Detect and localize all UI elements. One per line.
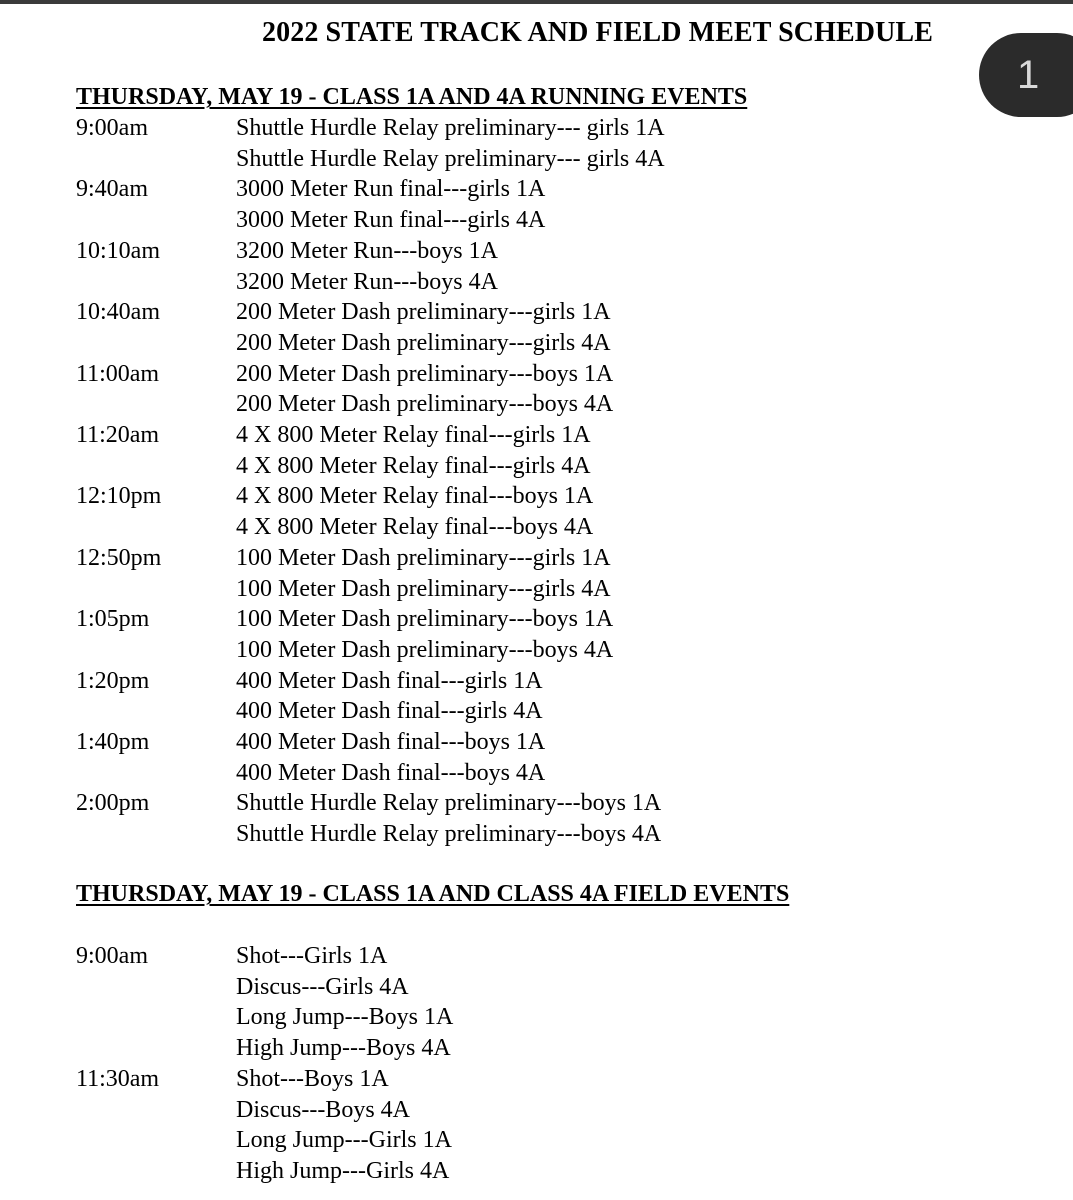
time-slot [76, 543, 665, 604]
event-item: 200 Meter Dash preliminary---girls 4A [236, 329, 611, 356]
slot-events [236, 420, 665, 481]
event-item: Long Jump---Boys 1A [236, 1004, 454, 1031]
top-border-line [0, 0, 1073, 4]
event-item: Shuttle Hurdle Relay preliminary--- girls 1A [236, 115, 665, 141]
page-number-badge [979, 33, 1073, 117]
event-item: 3000 Meter Run final---girls 1A [236, 176, 546, 203]
event-item: 4 X 800 Meter Relay final---boys 1A [236, 483, 594, 510]
field-events-schedule [76, 941, 453, 1187]
event-item: Discus---Girls 4A [236, 973, 409, 1000]
time-slot [76, 113, 665, 174]
field-events-heading: THURSDAY, MAY 19 - CLASS 1A AND CLASS 4A FIELD EVENTS [76, 881, 790, 907]
time-slot [76, 481, 665, 542]
slot-events [236, 359, 665, 420]
time-slot [76, 1064, 453, 1187]
slot-time: 9:00am [76, 943, 148, 969]
event-item: 400 Meter Dash final---girls 1A [236, 667, 543, 694]
slot-time: 1:05pm [76, 606, 150, 633]
event-item: 3000 Meter Run final---girls 4A [236, 207, 546, 234]
event-item: Long Jump---Girls 1A [236, 1127, 452, 1154]
time-slot [76, 788, 665, 849]
event-item: 400 Meter Dash final---girls 4A [236, 698, 543, 725]
slot-time: 2:00pm [76, 790, 150, 817]
slot-events [236, 604, 665, 665]
slot-events [236, 174, 665, 235]
slot-events [236, 297, 665, 358]
event-item: 200 Meter Dash preliminary---boys 4A [236, 391, 614, 418]
slot-time: 12:50pm [76, 544, 162, 571]
slot-events [236, 788, 665, 849]
slot-time: 12:10pm [76, 483, 162, 510]
time-slot [76, 297, 665, 358]
slot-time: 9:00am [76, 115, 148, 141]
event-item: 100 Meter Dash preliminary---boys 1A [236, 606, 614, 633]
running-events-schedule [76, 113, 665, 850]
slot-time: 11:00am [76, 360, 160, 387]
slot-events [236, 666, 665, 727]
event-item: Shot---Boys 1A [236, 1065, 389, 1092]
event-item: 100 Meter Dash preliminary---girls 4A [236, 575, 611, 602]
slot-events [236, 543, 665, 604]
event-item: Shot---Girls 1A [236, 943, 388, 969]
event-item: 100 Meter Dash preliminary---boys 4A [236, 636, 614, 663]
time-slot [76, 941, 453, 1064]
event-item: 4 X 800 Meter Relay final---boys 4A [236, 514, 594, 541]
time-slot [76, 666, 665, 727]
event-item: 200 Meter Dash preliminary---boys 1A [236, 360, 614, 387]
slot-time: 10:10am [76, 237, 160, 264]
slot-time: 11:30am [76, 1065, 160, 1092]
slot-events [236, 113, 665, 174]
event-item: 200 Meter Dash preliminary---girls 1A [236, 299, 611, 326]
slot-time: 10:40am [76, 299, 160, 326]
slot-time: 11:20am [76, 422, 160, 449]
event-item: 400 Meter Dash final---boys 4A [236, 759, 546, 786]
event-item: 3200 Meter Run---boys 1A [236, 237, 498, 264]
time-slot [76, 727, 665, 788]
slot-time: 1:20pm [76, 667, 150, 694]
running-events-heading: THURSDAY, MAY 19 - CLASS 1A AND 4A RUNNING EVENTS [76, 84, 748, 110]
event-item: 4 X 800 Meter Relay final---girls 4A [236, 452, 591, 479]
time-slot [76, 420, 665, 481]
document-title: 2022 STATE TRACK AND FIELD MEET SCHEDULE [262, 17, 933, 48]
event-item: High Jump---Boys 4A [236, 1035, 451, 1062]
slot-events [236, 941, 453, 1064]
slot-events [236, 481, 665, 542]
time-slot [76, 236, 665, 297]
slot-events [236, 236, 665, 297]
event-item: Shuttle Hurdle Relay preliminary--- girls 4A [236, 145, 665, 172]
event-item: Shuttle Hurdle Relay preliminary---boys 1A [236, 790, 662, 817]
slot-events [236, 1064, 453, 1187]
event-item: 400 Meter Dash final---boys 1A [236, 729, 546, 756]
event-item: 4 X 800 Meter Relay final---girls 1A [236, 422, 591, 449]
event-item: Discus---Boys 4A [236, 1096, 410, 1123]
slot-time: 1:40pm [76, 729, 150, 756]
event-item: 100 Meter Dash preliminary---girls 1A [236, 544, 611, 571]
event-item: High Jump---Girls 4A [236, 1157, 450, 1184]
event-item: 3200 Meter Run---boys 4A [236, 268, 498, 295]
time-slot [76, 174, 665, 235]
time-slot [76, 604, 665, 665]
page-number: 1 [1017, 53, 1040, 97]
slot-time: 9:40am [76, 176, 148, 203]
event-item: Shuttle Hurdle Relay preliminary---boys 4A [236, 821, 662, 848]
time-slot [76, 359, 665, 420]
slot-events [236, 727, 665, 788]
